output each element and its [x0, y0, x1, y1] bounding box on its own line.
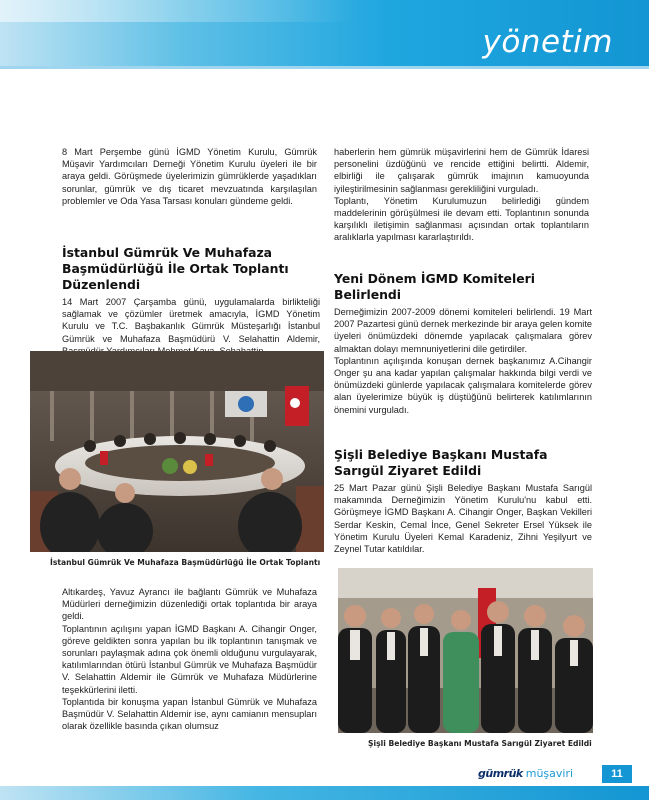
section-title: yönetim	[482, 24, 613, 60]
article-istanbul-title: İstanbul Gümrük Ve Muhafaza Başmüdürlüğü İle Ortak Toplantı Düzenlendi	[62, 245, 289, 292]
visit-photo-caption: Şişli Belediye Başkanı Mustafa Sarıgül Ziyaret Edildi	[368, 739, 592, 748]
article-sisli	[334, 447, 592, 555]
article-sisli-paragraph: 25 Mart Pazar günü Şişli Belediye Başkanı Mustafa Sarıgül makamında Derneğimizin Yönetim Kurulu'nu kabul etti. Görüşmeye İGMD Başkanı A. Cihangir Onger, Başkan Vekilleri Serdar Keskin, Cemal İnce, Genel Sekreter Ersel Yüksek ile Yönetim Kurulu Üyeleri Kemal Karadeniz, Zihni Yeşilyurt ve Zeynel Tutar katıldılar.	[334, 483, 592, 555]
article-sisli-title: Şişli Belediye Başkanı Mustafa Sarıgül Ziyaret Edildi	[334, 447, 548, 478]
meeting-photo	[30, 351, 324, 552]
article-istanbul-paragraph: Altıkardeş, Yavuz Ayrancı ile bağlantı Gümrük ve Muhafaza Müdürleri derneğimizin düzenlediği ortak toplantıda bir araya geldi.	[62, 587, 317, 622]
visit-photo	[338, 568, 593, 733]
left-intro-column	[62, 146, 317, 207]
magazine-logo-bold: gümrük	[478, 767, 523, 780]
article-istanbul	[62, 245, 320, 357]
meeting-photo-illustration	[30, 351, 324, 552]
article-committees	[334, 271, 592, 416]
intro-paragraph: 8 Mart Perşembe günü İGMD Yönetim Kurulu, Gümrük Müşavir Yardımcıları Derneği Yönetim Kurulu üyeleri ile bir araya geldi. Görüşmede üyelerimizin gümrüklerde yaşadıkları sorunlar, gümrük ve dış ticaret mevzuatında karşılaşılan problemler ve Oda Yasa Tarsası konuları gündeme geldi.	[62, 147, 317, 206]
article-istanbul-paragraph: Toplantının açılışını yapan İGMD Başkanı A. Cihangir Onger, göreve geldikten sonra yapılan bu ilk toplantının tanışmak ve sorunları paylaşmak adına çok önemli olduğunu vurgulayarak, katılımlarından ötürü İstanbul Gümrük ve Muhafaza Başmüdür V. Selahattin Aldemir ile Gümrük ve Muhafaza Müdürlerine teşekkürlerini iletti.	[62, 623, 317, 695]
footer-band	[0, 786, 649, 800]
article-istanbul-paragraph: haberlerin hem gümrük müşavirlerini hem de Gümrük İdaresi personelini üzdüğünü ve rencide ettiğini belirtti. Aldemir, elbirliği ile çalışarak gümrük imajının kamuoyunda iyileştirilmesinin sağlanması gerekliliğini vurguladı.	[334, 147, 589, 194]
header-band	[0, 0, 649, 66]
right-column	[334, 146, 589, 244]
article-istanbul-continued	[62, 586, 317, 732]
page-number: 11	[602, 765, 632, 783]
article-committees-paragraph: Toplantının açılışında konuşan dernek başkanımız A.Cihangir Onger şu ana kadar yapılan çalışmalar hakkında bilgi verdi ve önümüzdeki günlerde yapılacak çalışmalara komitelerde görev alan üyelerimize büyük iş düştüğünü belirterek katılımlarının önemini vurguladı.	[334, 355, 592, 415]
article-istanbul-paragraph: 14 Mart 2007 Çarşamba günü, uygulamalarda birlikteliği sağlamak ve çözümler üretmek amacıyla, İGMD Yönetim Kurulu ve T.C. Başbakanlık Gümrük Müsteşarlığı İstanbul Gümrük ve Muhafaza Başmüdürü V. Selahattin Aldemir,	[62, 297, 320, 344]
meeting-photo-caption: İstanbul Gümrük Ve Muhafaza Başmüdürlüğü İle Ortak Toplantı	[50, 558, 321, 567]
article-istanbul-paragraph: Toplantı, Yönetim Kurulumuzun belirlediği gündem maddelerinin görüşülmesi ile devam etti. Toplantının sonunda karşılıklı iletişimin sağlanması açısından ortak toplantıların aralıklarla yapılması kararlaştırıldı.	[334, 195, 589, 243]
article-committees-title: Yeni Dönem İGMD Komiteleri Belirlendi	[334, 271, 535, 302]
article-committees-paragraph: Derneğimizin 2007-2009 dönemi komiteleri belirlendi. 19 Mart 2007 Pazartesi günü dernek merkezinde bir araya gelen komite üyeleri önümüzdeki dönemde yapılacak çalışmalara görev almaktan dolayı memnuniyetlerini dile getirdiler.	[334, 307, 592, 354]
magazine-logo-light: müşaviri	[525, 767, 574, 780]
visit-photo-illustration	[338, 568, 593, 733]
article-istanbul-paragraph: Toplantıda bir konuşma yapan İstanbul Gümrük ve Muhafaza Başmüdür V. Selahattin Aldemir ise, aynı camianın mensupları olarak özellikle basında çıkan olumsuz	[62, 696, 317, 732]
magazine-logo	[478, 767, 573, 780]
